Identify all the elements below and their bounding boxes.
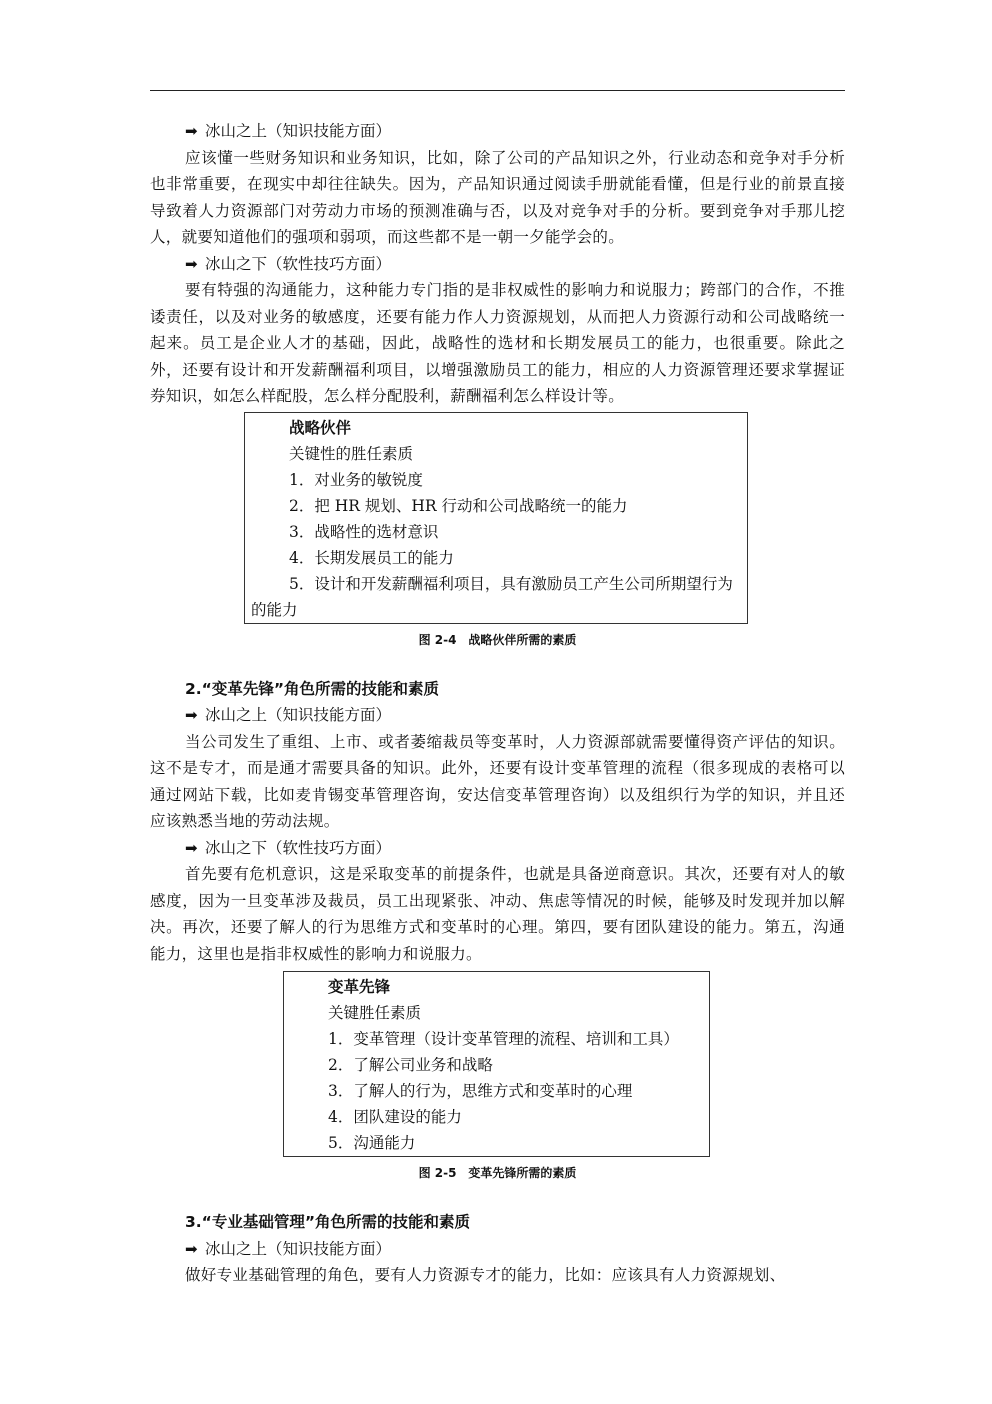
arrow-icon: ➡ [185,706,198,724]
figure-caption: 图 2-4 战略伙伴所需的素质 [418,632,577,647]
bullet-above-1 [150,118,845,145]
box-item: 3．战略性的选材意识 [289,522,439,541]
bullet-above-2 [150,702,845,729]
figure-box-2-4 [244,412,748,624]
box-item: 2．了解公司业务和战略 [328,1056,493,1074]
arrow-icon: ➡ [185,254,198,273]
paragraph: 当公司发生了重组、上市、或者萎缩裁员等变革时，人力资源部就需要懂得资产评估的知识。这不是专才，而是通才需要具备的知识。此外，还要有设计变革管理的流程（很多现成的表格可以通过网站下载，比如麦肯锡变革管理咨询，安达信变革管理咨询）以及组织行为学的知识，并且还应该熟悉当地的劳动法规。 [150,732,845,830]
bullet-above-3 [150,1236,845,1263]
bullet-text: 冰山之下（软性技巧方面） [205,254,392,273]
box-item: 1．对业务的敏锐度 [289,470,423,489]
paragraph: 首先要有危机意识，这是采取变革的前提条件，也就是具备逆商意识。其次，还要有对人的敏感度，因为一旦变革涉及裁员，员工出现紧张、冲动、焦虑等情况的时候，能够及时发现并加以解决。再次，还要了解人的行为思维方式和变革时的心理。第四，要有团队建设的能力。第五，沟通能力，这里也是指非权威性的影响力和说服力。 [150,865,845,963]
figure-box-2-5 [283,971,710,1157]
document-body [150,118,845,1289]
box-item: 4．长期发展员工的能力 [289,548,454,567]
bullet-below-1 [150,251,845,278]
figure-caption: 图 2-5 变革先锋所需的素质 [418,1166,577,1180]
box-item: 1．变革管理（设计变革管理的流程、培训和工具） [328,1030,679,1048]
arrow-icon: ➡ [185,122,198,140]
box-item: 5．沟通能力 [328,1134,416,1152]
competency-box [244,412,748,624]
box-subtitle: 关键胜任素质 [328,1004,422,1022]
box-item: 2．把 HR 规划、HR 行动和公司战略统一的能力 [289,496,628,515]
bullet-text: 冰山之下（软性技巧方面） [205,838,392,857]
header-rule [150,90,845,91]
competency-box [283,971,710,1157]
bullet-below-2 [150,835,845,862]
section-heading: 3.“专业基础管理”角色所需的技能和素质 [185,1213,471,1231]
box-item: 5．设计和开发薪酬福利项目，具有激励员工产生公司所期望行为的能力 [251,574,733,619]
box-title: 变革先锋 [328,978,391,996]
arrow-icon: ➡ [185,838,198,857]
bullet-text: 冰山之上（知识技能方面） [205,706,392,724]
box-title: 战略伙伴 [289,418,352,437]
section-heading: 2.“变革先锋”角色所需的技能和素质 [185,679,440,698]
paragraph: 做好专业基础管理的角色，要有人力资源专才的能力，比如：应该具有人力资源规划、 [185,1266,786,1284]
arrow-icon: ➡ [185,1239,198,1258]
box-item: 4．团队建设的能力 [328,1108,462,1126]
box-subtitle: 关键性的胜任素质 [289,444,414,463]
paragraph: 应该懂一些财务知识和业务知识，比如，除了公司的产品知识之外，行业动态和竞争对手分析也非常重要，在现实中却往往缺失。因为，产品知识通过阅读手册就能看懂，但是行业的前景直接导致着人力资源部门对劳动力市场的预测准确与否，以及对竞争对手的分析。要到竞争对手那儿挖人，就要知道他们的强项和弱项，而这些都不是一朝一夕能学会的。 [150,148,845,246]
bullet-text: 冰山之上（知识技能方面） [205,1239,392,1258]
paragraph: 要有特强的沟通能力，这种能力专门指的是非权威性的影响力和说服力；跨部门的合作，不推诿责任，以及对业务的敏感度，还要有能力作人力资源规划，从而把人力资源行动和公司战略统一起来。员工是企业人才的基础，因此，战略性的选材和长期发展员工的能力，也很重要。除此之外，还要有设计和开发薪酬福利项目，以增强激励员工的能力，相应的人力资源管理还要求掌握证券知识，如怎么样配股，怎么样分配股利，薪酬福利怎么样设计等。 [150,281,845,405]
box-item: 3．了解人的行为，思维方式和变革时的心理 [328,1082,633,1100]
bullet-text: 冰山之上（知识技能方面） [205,122,392,140]
